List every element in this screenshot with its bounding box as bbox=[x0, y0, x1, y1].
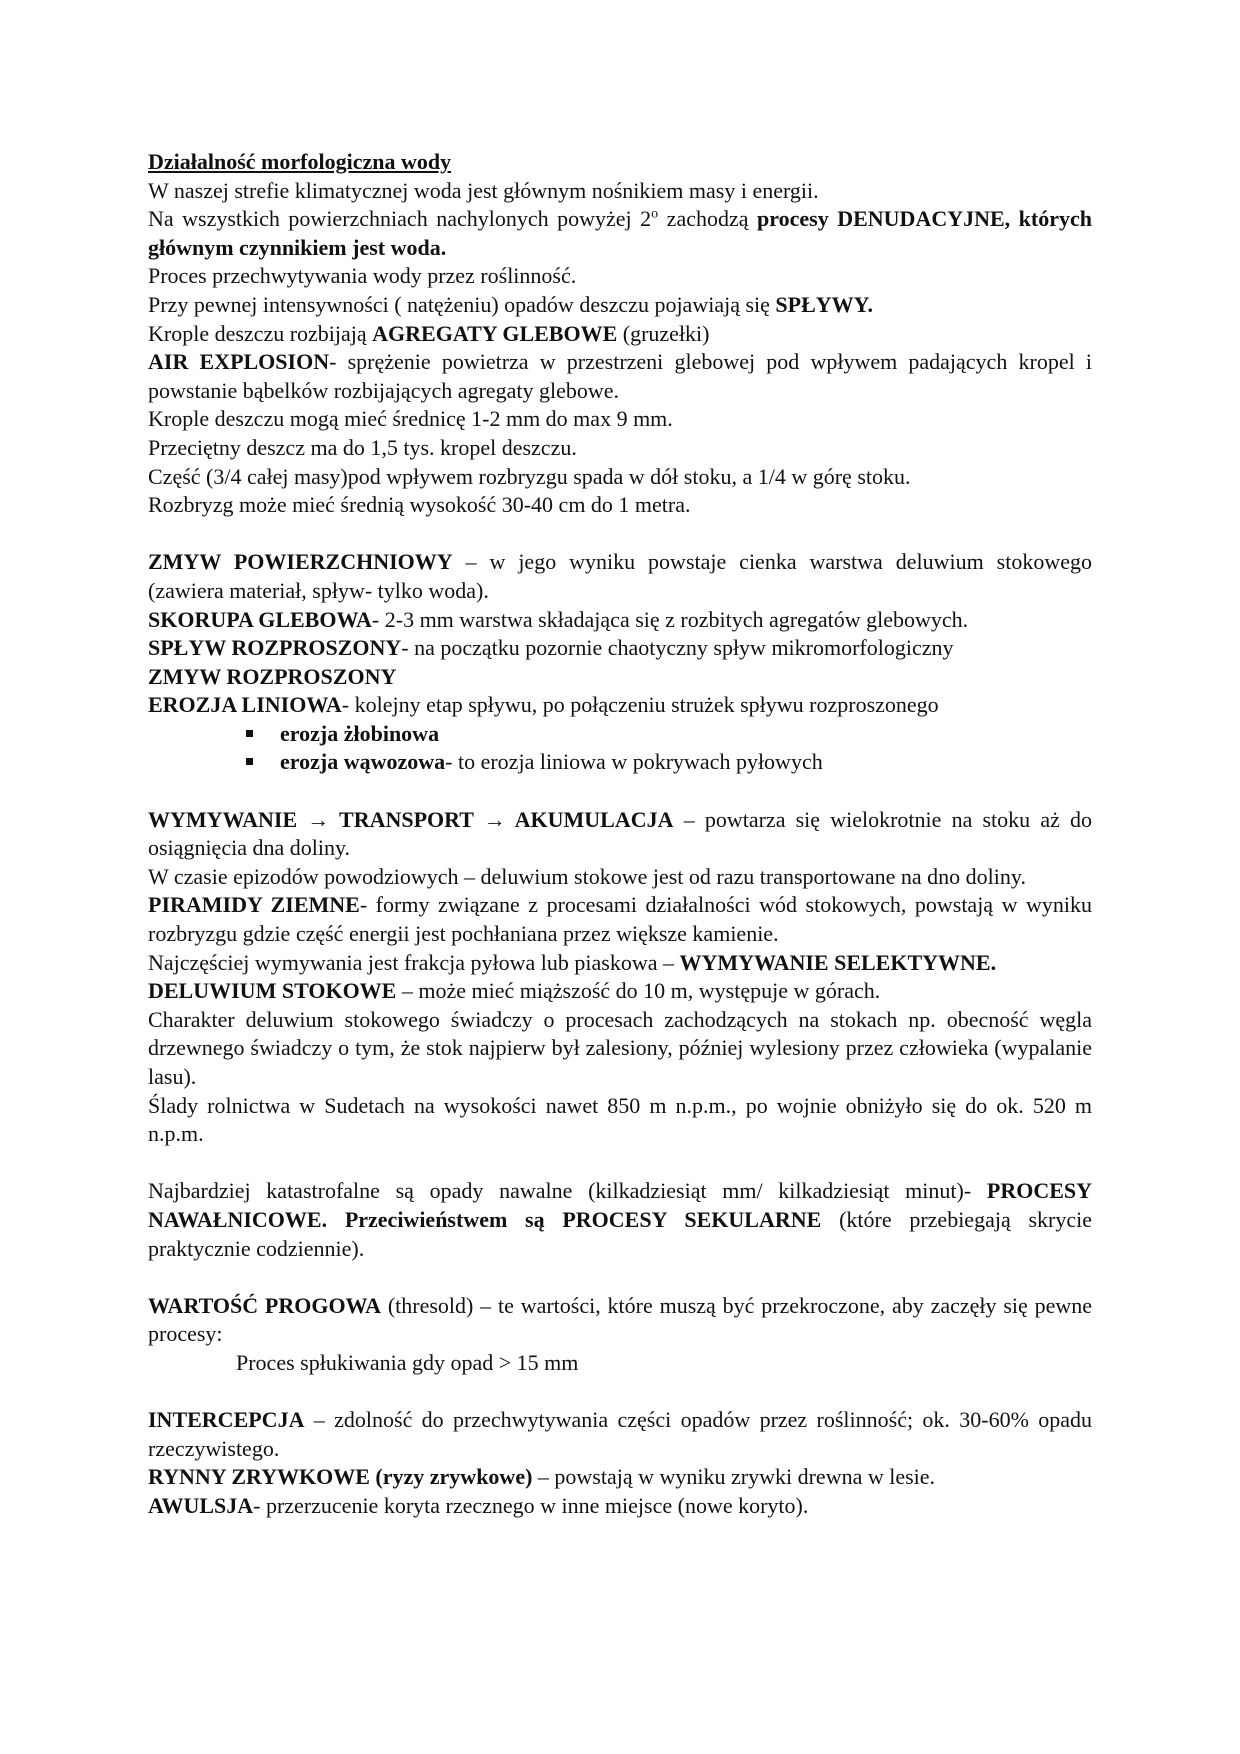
paragraph: ZMYW ROZPROSZONY bbox=[148, 663, 397, 689]
bullet-list bbox=[148, 720, 1092, 777]
paragraph: INTERCEPCJA – zdolność do przechwytywania części opadów przez roślinność; ok. 30-60% opadu rzeczywistego. bbox=[148, 1407, 1092, 1461]
list-item: erozja wąwozowa- to erozja liniowa w pokrywach pyłowych bbox=[280, 748, 1092, 777]
paragraph: Krople deszczu mogą mieć średnicę 1-2 mm do max 9 mm. bbox=[148, 406, 673, 432]
paragraph: EROZJA LINIOWA- kolejny etap spływu, po połączeniu strużek spływu rozproszonego bbox=[148, 692, 939, 718]
list-item: erozja żłobinowa bbox=[280, 720, 1092, 749]
paragraph: Ślady rolnictwa w Sudetach na wysokości nawet 850 m n.p.m., po wojnie obniżyło się do ok. 520 m n.p.m. bbox=[148, 1092, 1092, 1147]
paragraph: AWULSJA- przerzucenie koryta rzecznego w inne miejsce (nowe koryto). bbox=[148, 1492, 809, 1518]
paragraph: Część (3/4 całej masy)pod wpływem rozbryzgu spada w dół stoku, a 1/4 w górę stoku. bbox=[148, 463, 911, 489]
paragraph: Na wszystkich powierzchniach nachylonych powyżej 2$^o$ zachodzą procesy DENUDACYJNE, których głównym czynnikiem jest woda. bbox=[148, 206, 1093, 260]
paragraph: W naszej strefie klimatycznej woda jest głównym nośnikiem masy i energii. bbox=[148, 177, 819, 203]
paragraph: Rozbryzg może mieć średnią wysokość 30-40 cm do 1 metra. bbox=[148, 492, 691, 518]
paragraph: RYNNY ZRYWKOWE (ryzy zrywkowe) – powstają w wyniku zrywki drewna w lesie. bbox=[148, 1464, 936, 1490]
spacer bbox=[148, 1149, 1092, 1178]
paragraph: PIRAMIDY ZIEMNE- formy związane z procesami działalności wód stokowych, powstają w wyniku rozbryzgu gdzie część energii jest pochłaniana przez większe kamienie. bbox=[148, 892, 1093, 947]
paragraph: DELUWIUM STOKOWE – może mieć miąższość do 10 m, występuje w górach. bbox=[148, 978, 881, 1004]
paragraph: ZMYW POWIERZCHNIOWY – w jego wyniku powstaje cienka warstwa deluwium stokowego (zawiera materiał, spływ- tylko woda). bbox=[148, 549, 1092, 603]
paragraph: Przy pewnej intensywności ( natężeniu) opadów deszczu pojawiają się SPŁYWY. bbox=[148, 291, 874, 317]
spacer bbox=[148, 777, 1092, 806]
page-title: Działalność morfologiczna wody bbox=[148, 149, 452, 174]
paragraph: AIR EXPLOSION- sprężenie powietrza w przestrzeni glebowej pod wpływem padających kropel i powstanie bąbelków rozbijających agregaty glebowe. bbox=[148, 349, 1092, 403]
paragraph: Charakter deluwium stokowego świadczy o procesach zachodzących na stokach np. obecność węgla drzewnego świadczy o tym, że stok najpierw był zalesiony, później wylesiony przez człowieka (wypalanie lasu). bbox=[148, 1006, 1092, 1089]
spacer bbox=[148, 1378, 1092, 1407]
paragraph: WYMYWANIE → TRANSPORT → AKUMULACJA – powtarza się wielokrotnie na stoku aż do osiągnięcia dna doliny. bbox=[148, 806, 1092, 861]
paragraph: Krople deszczu rozbijają AGREGATY GLEBOWE (gruzełki) bbox=[148, 320, 710, 346]
paragraph: SKORUPA GLEBOWA- 2-3 mm warstwa składająca się z rozbitych agregatów glebowych. bbox=[148, 606, 969, 632]
paragraph: Proces przechwytywania wody przez roślinność. bbox=[148, 263, 577, 289]
spacer bbox=[148, 1263, 1092, 1292]
paragraph: SPŁYW ROZPROSZONY- na początku pozornie chaotyczny spływ mikromorfologiczny bbox=[148, 635, 954, 661]
bullet-icon bbox=[246, 730, 253, 737]
paragraph: Najczęściej wymywania jest frakcja pyłowa lub piaskowa – WYMYWANIE SELEKTYWNE. bbox=[148, 949, 997, 975]
paragraph: Przeciętny deszcz ma do 1,5 tys. kropel deszczu. bbox=[148, 434, 577, 460]
bullet-icon bbox=[246, 758, 253, 765]
paragraph: W czasie epizodów powodziowych – deluwium stokowe jest od razu transportowane na dno doliny. bbox=[148, 863, 1026, 889]
paragraph: Najbardziej katastrofalne są opady nawalne (kilkadziesiąt mm/ kilkadziesiąt minut)- PROCESY NAWAŁNICOWE. Przeciwieństwem są PROCESY SEKULARNE (które przebiegają skrycie praktycznie codziennie). bbox=[148, 1178, 1092, 1261]
indented-line: Proces spłukiwania gdy opad > 15 mm bbox=[236, 1349, 579, 1375]
spacer bbox=[148, 520, 1092, 549]
paragraph: WARTOŚĆ PROGOWA (thresold) – te wartości, które muszą być przekroczone, aby zaczęły się pewne procesy: bbox=[148, 1292, 1093, 1347]
